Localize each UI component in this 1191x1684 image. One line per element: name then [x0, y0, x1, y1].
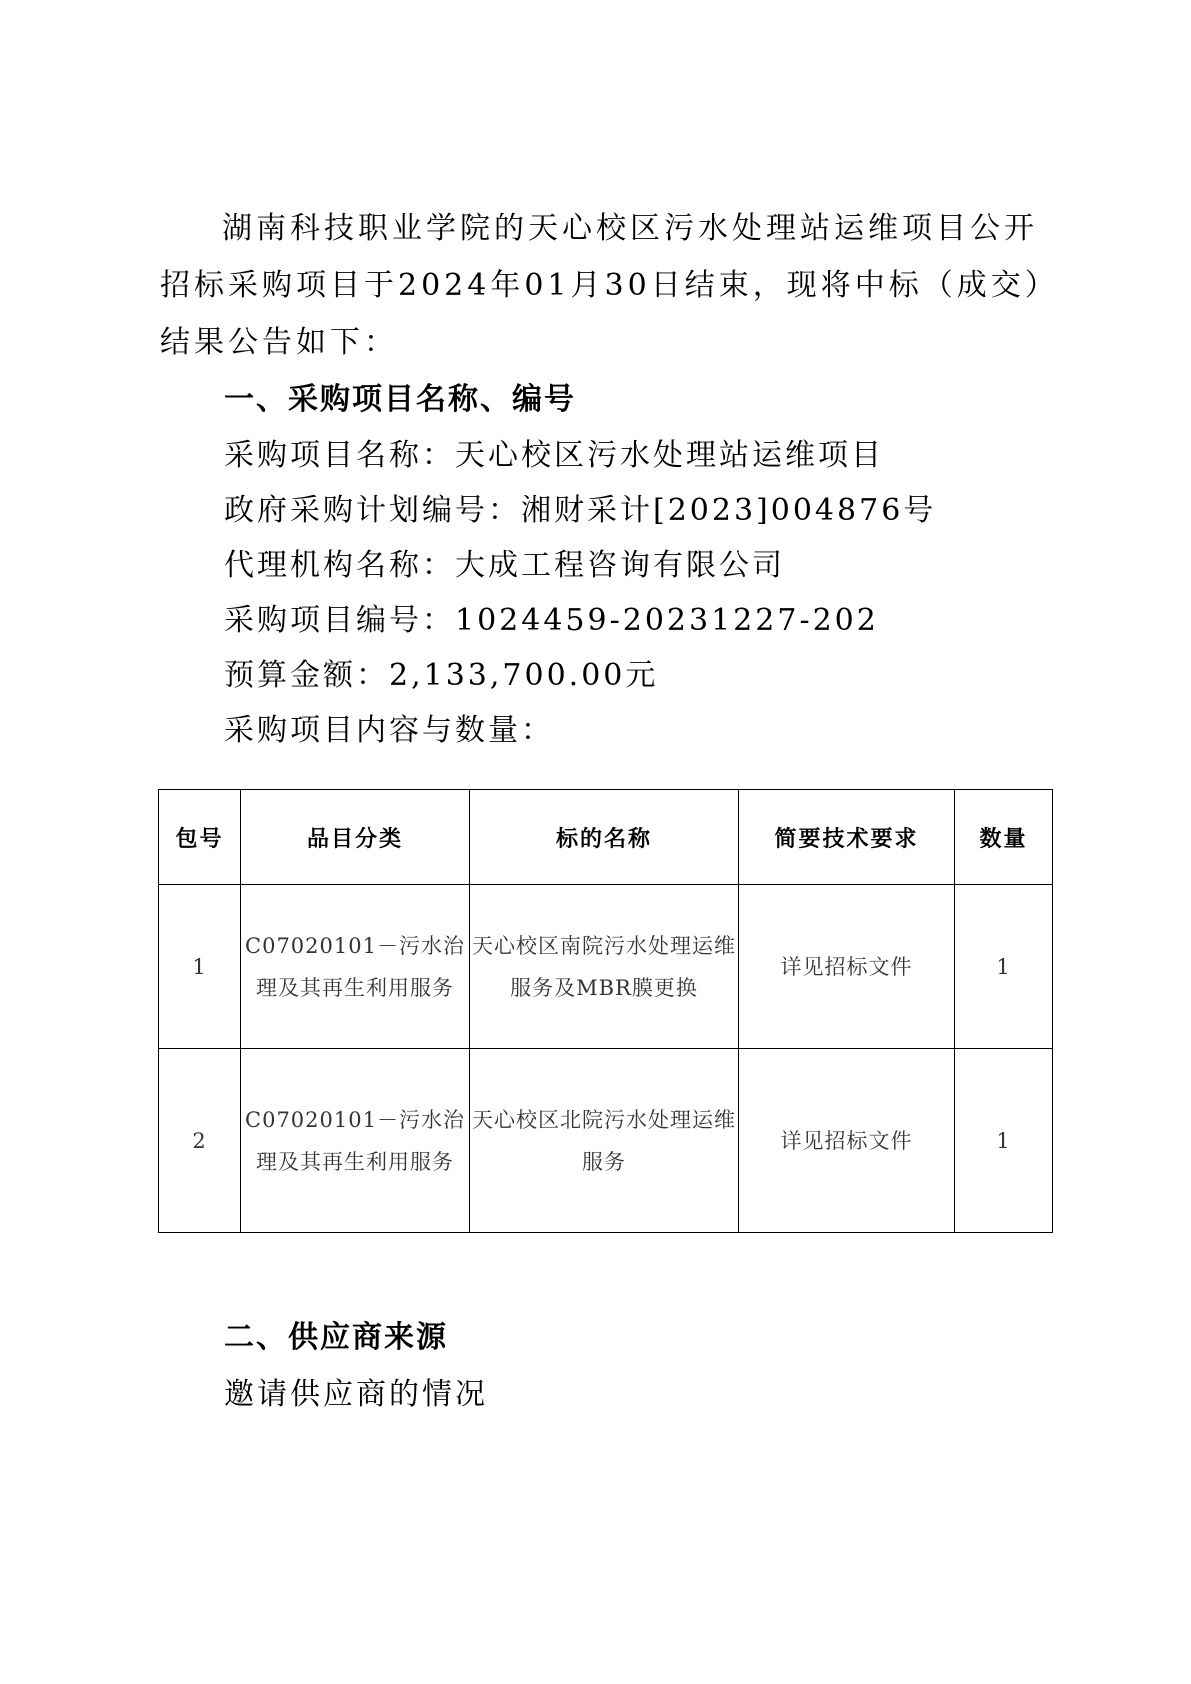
intro-paragraph: 湖南科技职业学院的天心校区污水处理站运维项目公开招标采购项目于2024年01月30日结束，现将中标（成交）结果公告如下：	[160, 211, 1044, 360]
invited-suppliers-line: 邀请供应商的情况	[224, 1377, 488, 1412]
table-row	[159, 885, 1053, 1049]
cell-item-name: 天心校区南院污水处理运维服务及MBR膜更换	[470, 885, 739, 1049]
table-header-row	[159, 790, 1053, 885]
cell-item-name: 天心校区北院污水处理运维服务	[470, 1049, 739, 1233]
header-package: 包号	[159, 790, 241, 885]
header-requirement: 简要技术要求	[739, 790, 955, 885]
agency-name-line: 代理机构名称：大成工程咨询有限公司	[224, 548, 785, 583]
budget-line: 预算金额：2,133,700.00元	[224, 658, 659, 693]
header-quantity: 数量	[955, 790, 1053, 885]
section2-heading: 二、供应商来源	[224, 1320, 448, 1355]
table-row	[159, 1049, 1053, 1233]
cell-requirement: 详见招标文件	[739, 885, 955, 1049]
project-number-line: 采购项目编号：1024459-20231227-202	[224, 603, 879, 638]
content-quantity-line: 采购项目内容与数量：	[224, 713, 554, 748]
plan-number-line: 政府采购计划编号：湘财采计[2023]004876号	[224, 493, 937, 528]
header-category: 品目分类	[241, 790, 470, 885]
cell-quantity: 1	[955, 885, 1053, 1049]
cell-category: C07020101－污水治理及其再生利用服务	[241, 1049, 470, 1233]
cell-category: C07020101－污水治理及其再生利用服务	[241, 885, 470, 1049]
cell-quantity: 1	[955, 1049, 1053, 1233]
items-table	[158, 789, 1053, 1233]
cell-requirement: 详见招标文件	[739, 1049, 955, 1233]
section1-heading: 一、采购项目名称、编号	[224, 382, 576, 417]
cell-package: 2	[159, 1049, 241, 1233]
project-name-line: 采购项目名称：天心校区污水处理站运维项目	[224, 438, 884, 473]
cell-package: 1	[159, 885, 241, 1049]
header-item-name: 标的名称	[470, 790, 739, 885]
